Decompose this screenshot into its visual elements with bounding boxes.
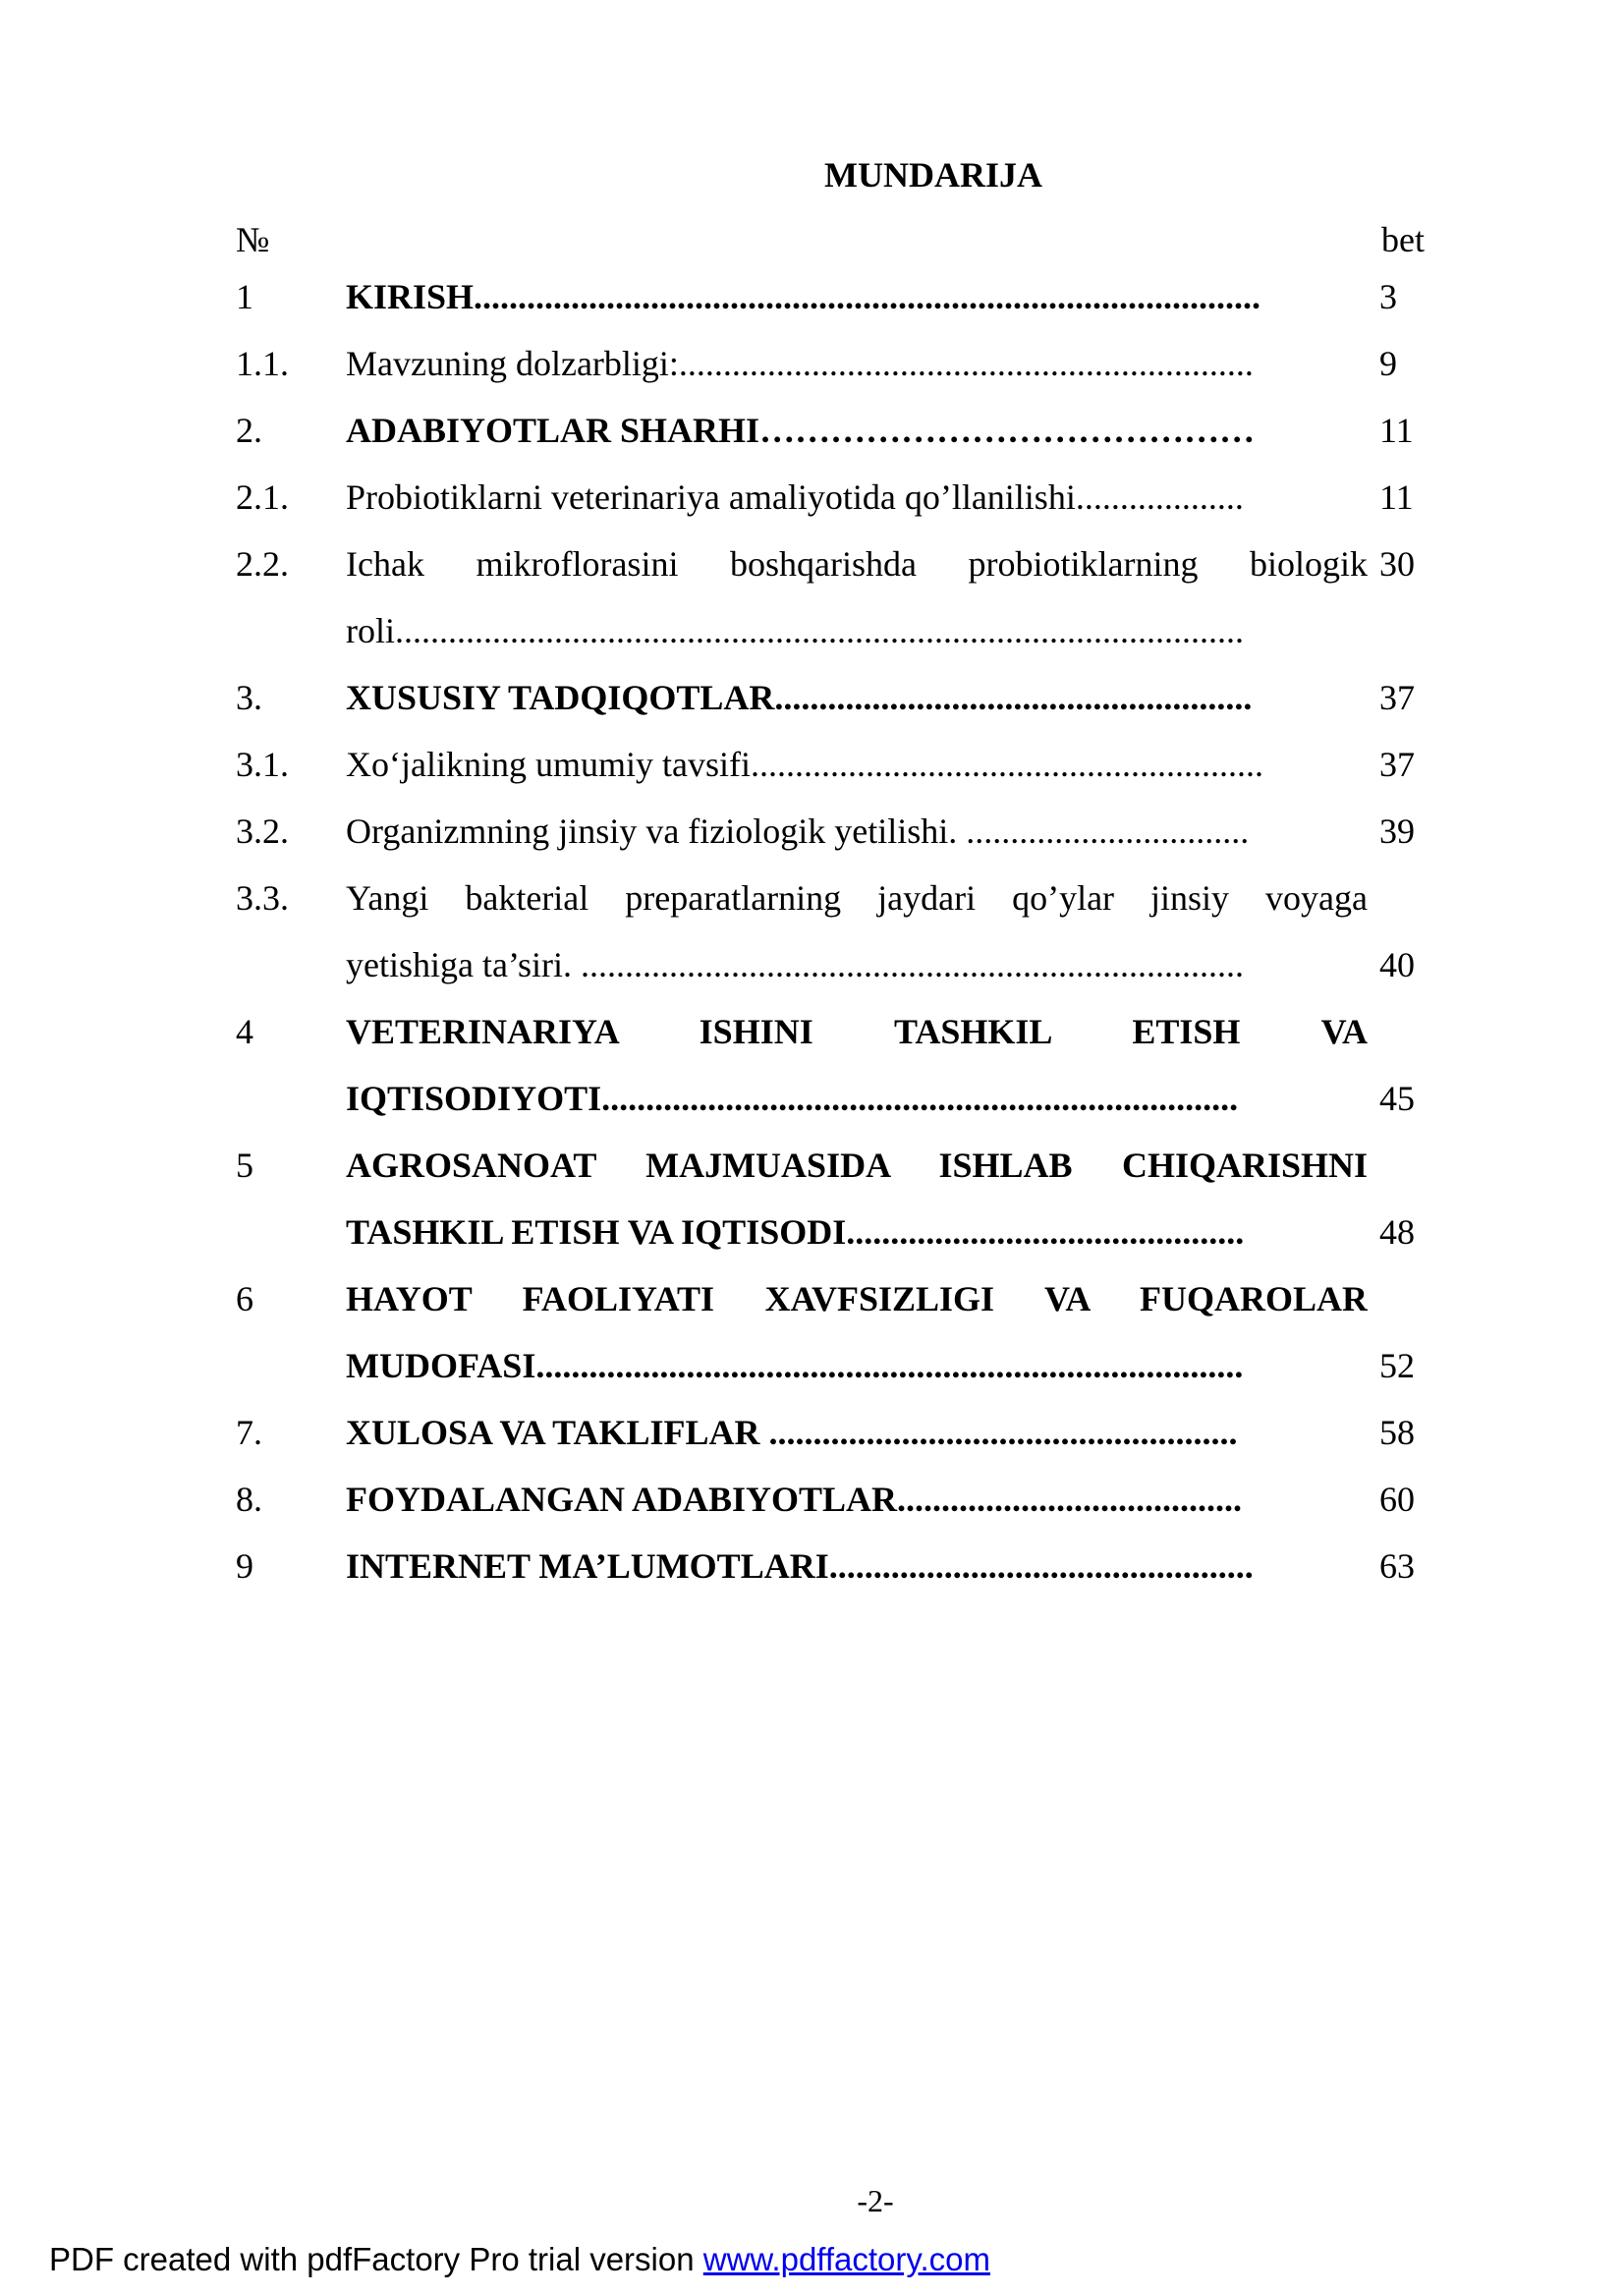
page-column-label: bet xyxy=(1381,220,1425,259)
toc-entry-title-line: XULOSA VA TAKLIFLAR ..................................................... xyxy=(346,1413,1238,1452)
toc-entry-title xyxy=(346,263,1368,330)
footer-link[interactable]: www.pdffactory.com xyxy=(702,2241,990,2277)
toc-entry-title-line: FOYDALANGAN ADABIYOTLAR....................................... xyxy=(346,1480,1243,1519)
toc-entry xyxy=(236,731,1425,798)
toc-entry-title-line: ADABIYOTLAR SHARHI…………………………………… xyxy=(346,411,1256,450)
footer-text: PDF created with pdfFactory Pro trial version xyxy=(49,2241,703,2277)
toc-entry-number: 9 xyxy=(236,1546,253,1586)
toc-entry-number: 3. xyxy=(236,678,262,717)
toc-entry xyxy=(236,464,1425,531)
toc-entry-page: 45 xyxy=(1379,1079,1415,1118)
toc-entry-page: 9 xyxy=(1379,344,1397,383)
toc-entry-title-line: Probiotiklarni veterinariya amaliyotida qo’llanilishi................... xyxy=(346,477,1244,517)
toc-entry xyxy=(236,263,1425,330)
toc-entry-number: 6 xyxy=(236,1279,253,1318)
toc-entry xyxy=(236,397,1425,464)
page-number: -2- xyxy=(857,2183,894,2218)
toc-entry-title-line: TASHKIL ETISH VA IQTISODI............................................. xyxy=(346,1212,1245,1252)
toc-entry-title xyxy=(346,998,1368,1132)
toc-entry-page: 11 xyxy=(1379,411,1414,450)
toc-entry xyxy=(236,531,1425,664)
toc-entry-title-line: IQTISODIYOTI........................................................................ xyxy=(346,1079,1239,1118)
toc-entry xyxy=(236,865,1425,998)
toc-entry-page: 3 xyxy=(1379,277,1397,316)
toc-entry-page: 11 xyxy=(1379,477,1414,517)
toc-entry-number: 4 xyxy=(236,1012,253,1051)
toc-entry-title-line: Organizmning jinsiy va fiziologik yetilishi. ................................ xyxy=(346,812,1250,851)
toc-entry xyxy=(236,798,1425,865)
toc-entry xyxy=(236,1132,1425,1265)
toc-entry xyxy=(236,1399,1425,1466)
toc-entry-title xyxy=(346,1399,1368,1466)
toc-entry-title xyxy=(346,865,1368,998)
toc-entry xyxy=(236,330,1425,397)
toc-entry-number: 2.2. xyxy=(236,544,289,584)
number-column-label: № xyxy=(236,220,270,259)
toc-entry xyxy=(236,664,1425,731)
toc-entry-page: 63 xyxy=(1379,1546,1415,1586)
toc-entry-number: 3.2. xyxy=(236,812,289,851)
toc-entry-title-line: INTERNET MA’LUMOTLARI................................................ xyxy=(346,1546,1254,1586)
toc-entry-number: 8. xyxy=(236,1480,262,1519)
toc-entry-page: 48 xyxy=(1379,1212,1415,1252)
toc-entry-page: 37 xyxy=(1379,745,1415,784)
toc-entry-title xyxy=(346,531,1368,664)
toc-entry-title-line: Xo‘jalikning umumiy tavsifi.......................................................... xyxy=(346,745,1263,784)
toc-entry-title xyxy=(346,731,1368,798)
toc-entry-number: 2.1. xyxy=(236,477,289,517)
pdf-footer xyxy=(49,2240,990,2279)
toc-entry-title-line: HAYOT FAOLIYATI XAVFSIZLIGI VA FUQAROLAR xyxy=(346,1279,1368,1318)
toc-entry-page: 60 xyxy=(1379,1480,1415,1519)
toc-entry-title xyxy=(346,1533,1368,1599)
toc-entry-number: 3.1. xyxy=(236,745,289,784)
toc-entry-number: 1 xyxy=(236,277,253,316)
toc-entry-number: 7. xyxy=(236,1413,262,1452)
toc-entry-title-line: Ichak mikroflorasini boshqarishda probiotiklarning biologik xyxy=(346,544,1368,584)
toc-entry-title xyxy=(346,1132,1368,1265)
toc-entry-title-line: roli................................................................................................ xyxy=(346,611,1244,650)
toc-entry xyxy=(236,1533,1425,1599)
toc-entry-title-line: yetishiga ta’siri. ........................................................................... xyxy=(346,945,1244,984)
toc-entry-page: 52 xyxy=(1379,1346,1415,1385)
table-of-contents xyxy=(236,263,1425,1599)
toc-entry-page: 37 xyxy=(1379,678,1415,717)
toc-entry-number: 1.1. xyxy=(236,344,289,383)
toc-entry xyxy=(236,998,1425,1132)
toc-entry-title-line: Mavzuning dolzarbligi:................................................................. xyxy=(346,344,1254,383)
toc-entry-page: 40 xyxy=(1379,945,1415,984)
toc-entry-title xyxy=(346,798,1368,865)
toc-entry-title xyxy=(346,1265,1368,1399)
toc-entry-page: 58 xyxy=(1379,1413,1415,1452)
toc-entry-title xyxy=(346,1466,1368,1533)
toc-entry-title-line: XUSUSIY TADQIQOTLAR...................................................... xyxy=(346,678,1253,717)
toc-entry-page: 39 xyxy=(1379,812,1415,851)
toc-entry-title xyxy=(346,464,1368,531)
toc-entry-title-line: MUDOFASI................................................................................ xyxy=(346,1346,1244,1385)
toc-entry-title-line: Yangi bakterial preparatlarning jaydari qo’ylar jinsiy voyaga xyxy=(346,878,1368,918)
toc-entry-number: 3.3. xyxy=(236,878,289,918)
toc-entry-title xyxy=(346,664,1368,731)
toc-header xyxy=(236,218,1425,261)
toc-entry xyxy=(236,1466,1425,1533)
toc-entry xyxy=(236,1265,1425,1399)
toc-entry-title-line: KIRISH......................................................................................... xyxy=(346,277,1261,316)
toc-entry-title xyxy=(346,397,1368,464)
toc-entry-number: 2. xyxy=(236,411,262,450)
page-title: MUNDARIJA xyxy=(824,155,1042,195)
toc-entry-number: 5 xyxy=(236,1146,253,1185)
toc-entry-title-line: AGROSANOAT MAJMUASIDA ISHLAB CHIQARISHNI xyxy=(346,1146,1368,1185)
toc-entry-page: 30 xyxy=(1379,544,1415,584)
toc-entry-title-line: VETERINARIYA ISHINI TASHKIL ETISH VA xyxy=(346,1012,1368,1051)
toc-entry-title xyxy=(346,330,1368,397)
